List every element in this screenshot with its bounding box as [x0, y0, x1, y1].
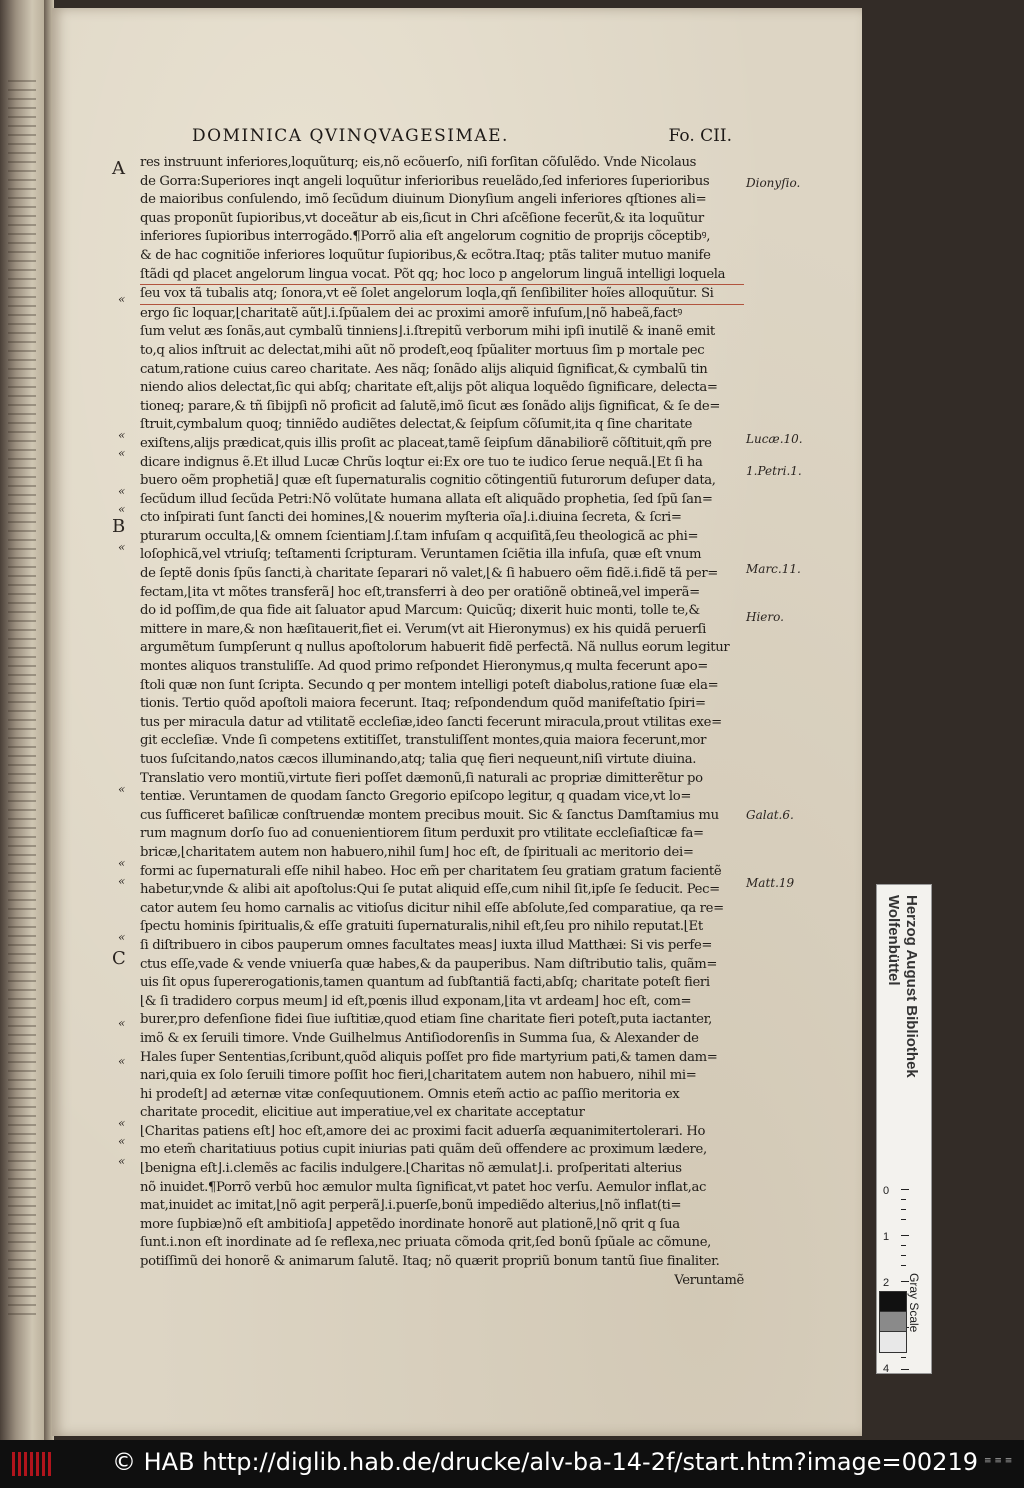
- text-line-underlined: ſeu vox tã tubalis atq; ſonora,vt eẽ ſolet angelorum loqla,qñ ſenſibiliter hoĩes alloquũtur. Si: [140, 285, 744, 305]
- text-line: formi ac ſupernaturali eſſe nihil habeo. Hoc em̃ per charitatem ſeu gratiam gratum facientẽ: [140, 863, 722, 879]
- hab-logo-icon: [12, 1452, 52, 1476]
- section-letter-c: C: [112, 948, 126, 969]
- text-line: uis ſit opus ſupererogationis,tamen quantum ad ſubſtantiã facti,abſq; charitate poteſt fieri: [140, 975, 710, 991]
- text-line: cator autem ſeu homo carnalis ac vitioſus dicitur nihil eſſe abſolute,ſed comparatiue, qa re=: [140, 900, 724, 916]
- text-line: ctus eſſe,vade & vende vniuerſa quæ habes,& da pauperibus. Nam diſtributio talis, quãm=: [140, 956, 718, 972]
- text-line: cus ſufficeret baſilicæ conſtruendæ montem precibus mouit. Sic & ſanctus Damſtamius mu: [140, 807, 719, 823]
- text-line: dicare indignus ẽ.Et illud Lucæ Chrũs loqtur ei:Ex ore tuo te iudico ſerue nequã.⌊Et ſi ha: [140, 454, 703, 470]
- text-line: imõ & ex ſeruili timore. Vnde Guilhelmus Antiſiodorenſis in Summa ſua, & Alexander de: [140, 1030, 699, 1046]
- library-name: Herzog August Bibliothek: [903, 895, 920, 1078]
- margin-note-hiero: Hiero.: [746, 610, 784, 624]
- text-line: ſtoli quæ non ſunt ſcripta. Secundo q per montem intelligi poteſt diabolus,ratione ſuæ ela=: [140, 677, 719, 693]
- copyright-url[interactable]: © HAB http://diglib.hab.de/drucke/alv-ba-14-2f/start.htm?image=00219: [112, 1448, 978, 1476]
- text-line: quas proponũt ſupioribus,vt doceãtur ab eis,ſicut in Chri aſcẽſione fecerũt,& ita loquũtur: [140, 210, 704, 226]
- text-line: mittere in mare,& non hæſitauerit,fiet ei. Verum(vt ait Hieronymus) ex his quidã peruerſi: [140, 621, 707, 637]
- text-line: exiſtens,alijs prædicat,quis illis proſit ac placeat,tamẽ ſeipſum dãnabiliorẽ cõſtituit,qm̃ pre: [140, 435, 712, 451]
- margin-note-marc: Marc.11.: [746, 562, 801, 576]
- quote-mark: «: [118, 292, 126, 306]
- text-line: ſtruit,cymbalum quoq; tinniẽdo audiẽtes delectat,& ſeipſum cõſumit,ita q ſine charitate: [140, 417, 693, 433]
- text-line: res instruunt inferiores,loquũturq; eis,nõ ecõuerſo, niſi forſitan cõſulẽdo. Vnde Nicolaus: [140, 155, 697, 170]
- text-line: charitate procedit, elicitiue aut imperatiue,vel ex charitate acceptatur: [140, 1105, 585, 1121]
- text-line: ergo ſic loquar,⌊charitatẽ aũt⌋.i.ſpũalem dei ac proximi amorẽ infuſum,⌊nõ habeã,factꝰ: [140, 305, 682, 321]
- text-line: ſunt.i.non eſt inordinate ad ſe reflexa,nec priuata cõmoda qrit,ſed bonũ ſpũale ac cõmune,: [140, 1235, 711, 1251]
- quote-mark: «: [118, 930, 126, 944]
- text-line: tionis. Tertio quõd apoſtoli maiora fecerunt. Itaq; reſpondendum quõd manifeſtatio ſpiri=: [140, 696, 706, 712]
- text-line: rum magnum dorſo ſuo ad conuenientiorem ſitum perduxit pro vtilitate eccleſiaſticæ fa=: [140, 826, 704, 842]
- text-line: niendo alios delectat,ſic qui abſq; charitate eſt,alijs põt aliqua loquẽdo ſignificare, delecta=: [140, 380, 718, 396]
- quote-mark: «: [118, 428, 126, 442]
- quote-mark: «: [118, 1016, 126, 1030]
- text-line: potiſſimũ dei honorẽ & animarum ſalutẽ. Itaq; nõ quærit propriũ bonum tantũ ſiue finaliter.: [140, 1254, 720, 1270]
- viewer-footer: [0, 1440, 1024, 1488]
- text-line: tus per miracula datur ad vtilitatẽ eccleſiæ,ideo ſancti fecerunt miracula,prout vtilitas exe=: [140, 714, 722, 730]
- quote-mark: «: [118, 540, 126, 554]
- margin-note-lucae: Lucæ.10.: [746, 432, 803, 446]
- library-city: Wolfenbüttel: [885, 895, 902, 986]
- quote-mark: «: [118, 782, 126, 796]
- text-line: inferiores ſupioribus interrogãdo.¶Porrõ alia eſt angelorum cognitio de proprijs cõceptibꝰ,: [140, 229, 711, 245]
- text-line: mat,inuidet ac imitat,⌊nõ agit perperã⌋.i.puerſe,bonũ impediẽdo alterius,⌊nõ inflat(ti=: [140, 1198, 682, 1214]
- scale-number: 1: [883, 1231, 890, 1243]
- quote-mark: «: [118, 1154, 126, 1168]
- text-line: nõ inuidet.¶Porrõ verbũ hoc æmulor multa ſignificat,vt patet hoc verſu. Aemulor inflat,ac: [140, 1179, 707, 1195]
- text-line: de maioribus conſulendo, imõ ſecũdum diuinum Dionyſium angeli inferiores qſtiones ali=: [140, 192, 707, 208]
- scan-reference-strip: [876, 884, 932, 1374]
- quote-mark: «: [118, 856, 126, 870]
- text-line: fectam,⌊ita vt mõtes transferã⌋ hoc eſt,transferri à deo per oratiõnẽ obtineã,vel imperã=: [140, 584, 700, 600]
- running-title: DOMINICA QVINQVAGESIMAE.: [192, 126, 509, 146]
- gray-swatch-black: [879, 1291, 907, 1313]
- text-line: cto inſpirati ſunt ſancti dei homines,⌊& nouerim myſteria oĩa⌋.i.diuina ſecreta, & ſcri=: [140, 510, 682, 526]
- library-label: [883, 895, 923, 1185]
- text-column: [140, 154, 744, 1290]
- text-line: ⌊benigna eſt⌋.i.clemẽs ac facilis indulgere.⌊Charitas nõ æmulat⌋.i. proſperitati alterius: [140, 1161, 682, 1177]
- text-line: bricæ,⌊charitatem autem non habuero,nihil ſum⌋ hoc eſt, de ſpirituali ac meritorio dei=: [140, 844, 694, 860]
- scale-number: 4: [883, 1363, 890, 1375]
- text-line: argumẽtum ſumpſerunt q nullus apoſtolorum habuerit fidẽ perfectã. Nã nullus eorum legitur: [140, 640, 730, 656]
- text-line: pturarum occulta,⌊& omnem ſcientiam⌋.ſ.tam infuſam q acquiſitã,ſeu theologicã ac phi=: [140, 528, 699, 544]
- text-line: ſpectu hominis ſpiritualis,& eſſe gratuiti ſupernaturalis,nihil eſt,ſeu pro nihilo reputat.⌊Et: [140, 919, 703, 935]
- quote-mark: «: [118, 1054, 126, 1068]
- facing-page-edge: [0, 0, 46, 1440]
- quote-mark: «: [118, 502, 126, 516]
- text-line: Translatio vero montiũ,virtute fieri poſſet dæmonũ,ſi naturali ac propriæ dimitterẽtur po: [140, 770, 703, 786]
- text-line: montes aliquos transtuliſſe. Ad quod primo reſpondet Hieronymus,q multa fecerunt apo=: [140, 659, 708, 675]
- text-line: ſi diſtribuero in cibos pauperum omnes facultates meas⌋ iuxta illud Matthæi: Si vis perfe=: [140, 937, 713, 953]
- text-line: burer,pro defenſione fidei ſiue iuſtitiæ,quod etiam ſine charitate fieri poteſt,puta iactanter,: [140, 1012, 712, 1028]
- page-header: [192, 126, 732, 152]
- gray-scale-label: Gray Scale: [907, 1273, 921, 1333]
- text-line-underlined: ſtãdi qd placet angelorum lingua vocat. Põt qq; hoc loco p angelorum linguã intelligi loquela: [140, 266, 744, 286]
- book-page: [52, 8, 862, 1436]
- text-line: Hales ſuper Sententias,ſcribunt,quõd aliquis poſſet pro fide martyrium pati,& tamen dam=: [140, 1049, 718, 1065]
- quote-mark: «: [118, 1116, 126, 1130]
- quote-mark: «: [118, 484, 126, 498]
- text-line: ſum velut æs ſonãs,aut cymbalũ tinniens⌋.i.ſtrepitũ verborum mihi ipſi inutilẽ & inanẽ emit: [140, 324, 715, 340]
- text-line: de ſeptẽ donis ſpũs ſancti,à charitate ſeparari nõ valet,⌊& ſi habuero oẽm fidẽ.i.fidẽ tã per=: [140, 566, 718, 582]
- text-line: tentiæ. Veruntamen de quodam ſancto Gregorio epiſcopo legitur, q quadam vice,vt lo=: [140, 789, 692, 805]
- margin-note-matt: Matt.19: [746, 876, 795, 890]
- section-letter-b: B: [112, 516, 126, 537]
- text-line: de Gorra:Superiores inqt angeli loquũtur inferioribus reuelãdo,ſed inferiores ſuperioribus: [140, 173, 710, 189]
- quote-mark: «: [118, 446, 126, 460]
- text-line: tioneq; parare,& tñ ſibijpſi nõ proficit ad ſalutẽ,imõ ſicut æs ſonãdo alijs ſignificat, & ſe de=: [140, 398, 721, 414]
- text-line: mo etem̃ charitatiuus potius cupit iniurias pati quãm deũ offendere ac proximum lædere,: [140, 1142, 707, 1158]
- text-line: more ſupbiæ)nõ eſt ambitioſa⌋ appetẽdo inordinate honorẽ aut plationẽ,⌊nõ qrit q ſua: [140, 1216, 680, 1232]
- margin-note-dionys: Dionyſio.: [746, 176, 801, 190]
- section-letter-a: A: [112, 158, 125, 179]
- text-line: loſophicã,vel vtriuſq; teſtamenti ſcripturam. Veruntamen ſciẽtia illa infuſa, quæ eſt vnum: [140, 547, 702, 563]
- text-line: habetur,vnde & alibi ait apoſtolus:Qui ſe putat aliquid eſſe,cum nihil ſit,ipſe ſe ſeducit. Pec=: [140, 882, 720, 898]
- scale-number: 0: [883, 1185, 890, 1197]
- gray-swatch-mid: [879, 1311, 907, 1333]
- margin-note-petri: 1.Petri.1.: [746, 464, 802, 478]
- margin-note-galat: Galat.6.: [746, 808, 794, 822]
- folio-number: Fo. CII.: [668, 126, 732, 146]
- scale-number: 2: [883, 1277, 890, 1289]
- text-line: hi prodeſt⌋ ad æternæ vitæ conſequutionem. Omnis etem̃ actio ac paſſio meritoria ex: [140, 1086, 680, 1102]
- catchword: Veruntamẽ: [674, 1272, 744, 1288]
- nav-icon[interactable]: ≡ ≡ ≡: [984, 1456, 1013, 1466]
- quote-mark: «: [118, 1134, 126, 1148]
- text-line: to,q alios inſtruit ac delectat,mihi aũt nõ prodeſt,eoq ſpũaliter mortuus ſim p mortale pec: [140, 342, 705, 358]
- text-line: ⌊& ſi tradidero corpus meum⌋ id eſt,pœnis illud exponam,⌊ita vt ardeam⌋ hoc eſt, com=: [140, 993, 692, 1009]
- gray-swatch-light: [879, 1331, 907, 1353]
- text-line: & de hac cognitiõe inferiores loquũtur ſupioribus,& ecõtra.Itaq; ptãs taliter mutuo manife: [140, 247, 711, 263]
- text-line: catum,ratione cuius careo charitate. Aes nãq; ſonãdo alijs aliquid ſignificat,& cymbalũ tin: [140, 361, 708, 377]
- text-line: do id poſſim,de qua fide ait ſaluator apud Marcum: Quicũq; dixerit huic monti, tolle te,&: [140, 603, 700, 619]
- text-line: ſecũdum illud ſecũda Petri:Nõ volũtate humana allata eſt aliquãdo prophetia, ſed ſpũ ſan=: [140, 491, 713, 507]
- text-line: nari,quia ex ſolo ſeruili timore poſſit hoc fieri,⌊charitatem autem non habuero, nihil mi=: [140, 1068, 697, 1084]
- quote-mark: «: [118, 874, 126, 888]
- text-line: git eccleſiæ. Vnde ſi competens extitiſſet, transtuliſſent montes,quia maiora fecerunt,mor: [140, 733, 707, 749]
- text-line: ⌊Charitas patiens eſt⌋ hoc eſt,amore dei ac proximi facit aduerſa æquanimitertolerari. Ho: [140, 1123, 706, 1139]
- text-line: tuos ſuſcitando,natos cæcos illuminando,atq; talia quę fieri nequeunt,niſi virtute diuina.: [140, 752, 697, 767]
- text-line: buero oẽm prophetiã⌋ quæ eſt ſupernaturalis cognitio cõtingentiũ futurorum deſuper data,: [140, 473, 716, 489]
